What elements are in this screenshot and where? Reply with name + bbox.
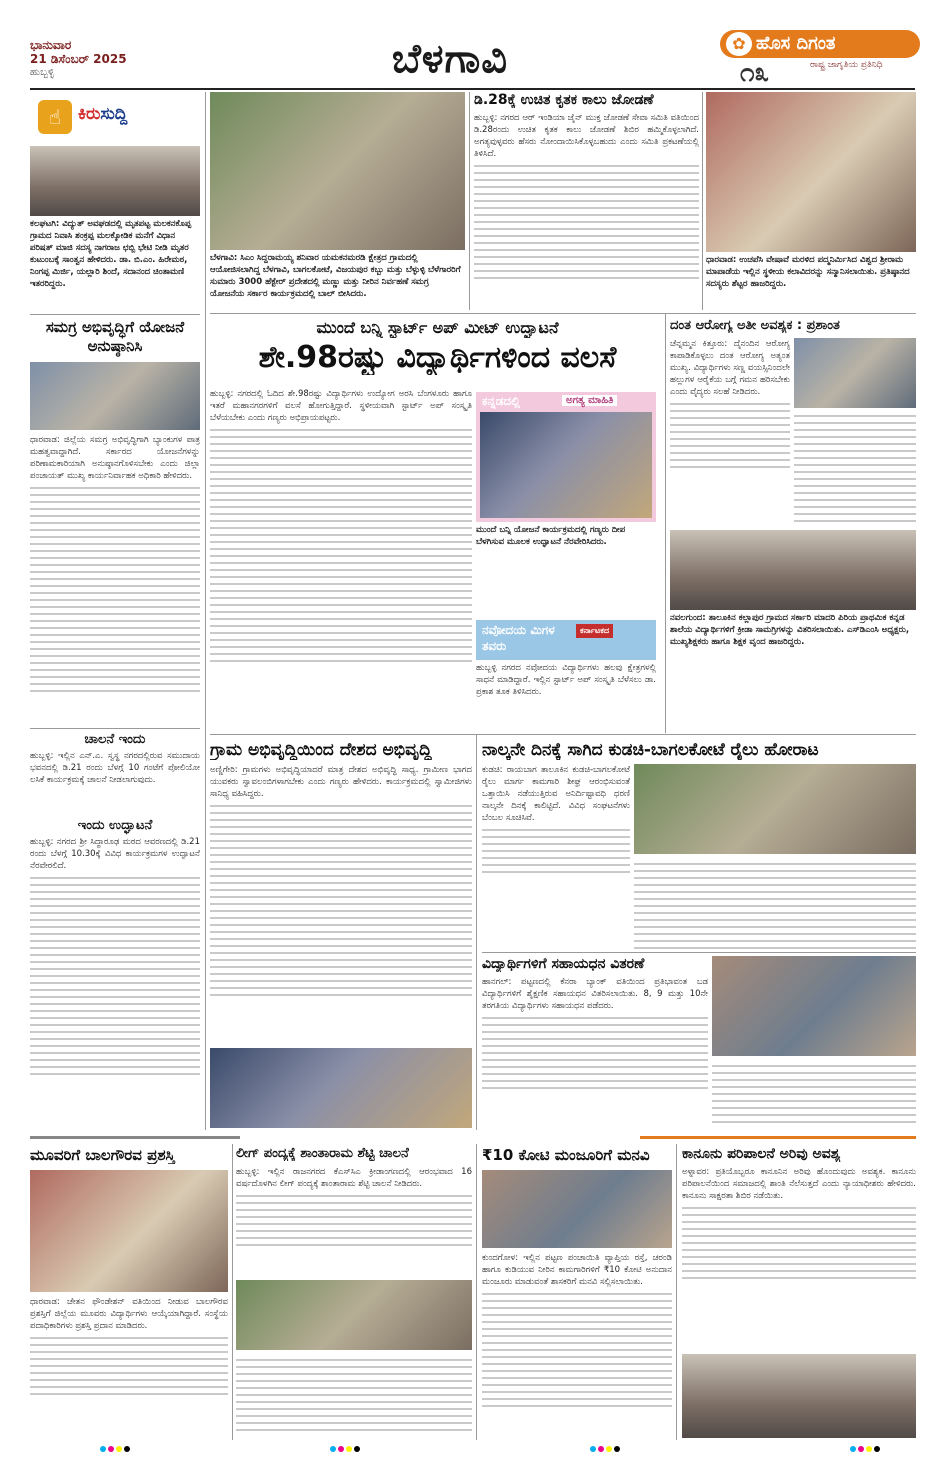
limb-title: ಡಿ.28ಕ್ಕೆ ಉಚಿತ ಕೃತಕ ಕಾಲು ಜೋಡಣೆ (474, 92, 654, 108)
registration-marks (590, 1444, 622, 1455)
chalane-body: ಹುಬ್ಬಳ್ಳಿ: ಇಲ್ಲಿನ ಎನ್.ಎ. ಸ್ವಸ್ಥ ನಗರದಲ್ಲಿರುವ ಸಮುದಾಯ ಭವನದಲ್ಲಿ ಡಿ.21 ರಂದು ಬೆಳಗ್ಗೆ 10 ಗಂಟೆಗೆ ಪೋಲಿಯೋ ಲಸಿಕೆ ಕಾರ್ಯಕ್ರಮಕ್ಕೆ ಚಾಲನೆ ನೀಡಲಾಗುವುದು. (30, 751, 200, 785)
scholar-photo (712, 956, 916, 1056)
law-title: ಕಾನೂನು ಪರಿಪಾಲನೆ ಅರಿವು ಅವಶ್ಯ (682, 1146, 841, 1162)
samagra-photo (30, 362, 200, 430)
balagaurava-title: ಮೂವರಿಗೆ ಬಾಲಗೌರವ ಪ್ರಶಸ್ತಿ (30, 1146, 175, 1164)
divider (482, 952, 916, 953)
divider (30, 728, 200, 729)
crore-title: ₹10 ಕೋಟಿ ಮಂಜೂರಿಗೆ ಮನವಿ (482, 1146, 650, 1164)
hand-icon: ☝ (38, 100, 72, 134)
kiru-caption: ಕಲಘಟಗಿ: ವಿದ್ಯುತ್ ಅವಘಡದಲ್ಲಿ ಮೃತಪಟ್ಟ ಮಲಕನಕೊಪ್ಪ ಗ್ರಾಮದ ನಿವಾಸಿ ಶಂಕ್ರಪ್ಪ ಮಲಕ್ಕೋಡಿಕ ಮನೆಗೆ ವಿಧಾನ ಪರಿಷತ್ ಮಾಜಿ ಸದಸ್ಯ ನಾಗರಾಜ ಛಬ್ಬಿ ಭೇಟಿ ನೀಡಿ ಮೃತರ ಕುಟುಂಬಕ್ಕೆ ಸಾಂತ್ವನ ಹೇಳಿದರು. ಡಾ. ಬಿ.ಎಂ. ಹಿರೇಮಠ, ನಿಂಗಪ್ಪ ಮಿರ್ಜಿ, ಯಲ್ಲಾರಿ ಶಿಂದೆ, ಸದಾನಂದ ಚಿಂತಾಮಣಿ ಇತರರಿದ್ದರು. (30, 219, 192, 289)
migration-kicker: ಮುಂದೆ ಬನ್ನಿ ಸ್ಟಾರ್ಟ್ ಅಪ್ ಮೀಟ್ ಉದ್ಘಾಟನೆ (316, 318, 559, 337)
railway-body: ಕುಡಚಿ: ರಾಯಬಾಗ ತಾಲೂಕಿನ ಕುಡಚಿ-ಬಾಗಲಕೋಟೆ ರೈಲು ಮಾರ್ಗ ಕಾಮಗಾರಿ ಶೀಘ್ರ ಆರಂಭಿಸುವಂತೆ ಒತ್ತಾಯಿಸಿ ನಡೆಯುತ್ತಿರುವ ಅನಿರ್ದಿಷ್ಟಾವಧಿ ಧರಣಿ ನಾಲ್ಕನೇ ದಿನಕ್ಕೆ ಕಾಲಿಟ್ಟಿದೆ. ವಿವಿಧ ಸಂಘಟನೆಗಳು ಬೆಂಬಲ ಸೂಚಿಸಿವೆ. (482, 764, 630, 950)
village-photo (210, 1048, 472, 1128)
brand-name: ಹೊಸ ದಿಗಂತ (756, 33, 836, 54)
kirusuddi-label: ಕಿರುಸುದ್ದಿ (78, 104, 128, 124)
dental-photo (794, 338, 916, 408)
divider (210, 313, 916, 314)
section-title: ಬೆಳಗಾವಿ (391, 36, 509, 82)
masthead-date (30, 38, 200, 80)
registration-marks (100, 1444, 132, 1455)
brand-logo (720, 30, 920, 86)
migration-body: ಹುಬ್ಬಳ್ಳಿ: ನಗರದಲ್ಲಿ ಓದಿದ ಶೇ.98ರಷ್ಟು ವಿದ್ಯಾರ್ಥಿಗಳು ಉದ್ಯೋಗ ಅರಸಿ ಬೆಂಗಳೂರು ಹಾಗೂ ಇತರೆ ಮಹಾನಗರಗಳಿಗೆ ವಲಸೆ ಹೋಗುತ್ತಿದ್ದಾರೆ. ಸ್ಥಳೀಯವಾಗಿ ಸ್ಟಾರ್ಟ್ ಅಪ್ ಸಂಸ್ಕೃತಿ ಬೆಳೆಯಬೇಕು ಎಂದು ಗಣ್ಯರು ಅಭಿಪ್ರಾಯಪಟ್ಟರು. (210, 388, 472, 724)
column-rule (676, 1144, 677, 1440)
dental-body: ಚೆನ್ನಮ್ಮನ ಕಿತ್ತೂರು: ದೈನಂದಿನ ಆರೋಗ್ಯ ಕಾಪಾಡಿಕೊಳ್ಳಲು ದಂತ ಆರೋಗ್ಯ ಅತ್ಯಂತ ಮುಖ್ಯ. ವಿದ್ಯಾರ್ಥಿಗಳು ಸಣ್ಣ ವಯಸ್ಸಿನಿಂದಲೇ ಹಲ್ಲುಗಳ ಆರೈಕೆಯ ಬಗ್ಗೆ ಗಮನ ಹರಿಸಬೇಕು ಎಂದು ವೈದ್ಯರು ಸಲಹೆ ನೀಡಿದರು. (670, 338, 790, 526)
chalane-title: ಚಾಲನೆ ಇಂದು (84, 732, 146, 747)
header-rule (30, 88, 915, 90)
kannada-info-box (476, 392, 656, 522)
band-rule-accent (640, 1136, 916, 1139)
balagaurava-photo (30, 1170, 228, 1292)
railway-title: ನಾಲ್ಕನೇ ದಿನಕ್ಕೆ ಸಾಗಿದ ಕುಡಚಿ-ಬಾಗಲಕೋಟೆ ರೈಲು ಹೋರಾಟ (482, 740, 819, 760)
cm-photo (210, 92, 465, 250)
date-label: 21 ಡಿಸೆಂಬರ್ 2025 (30, 52, 127, 66)
divider (210, 734, 916, 735)
crore-photo (482, 1170, 672, 1248)
indu-title: ಇಂದು ಉದ್ಘಾಟನೆ (77, 818, 153, 833)
village-title: ಗ್ರಾಮ ಅಭಿವೃದ್ಧಿಯಿಂದ ದೇಶದ ಅಭಿವೃದ್ಧಿ (210, 740, 432, 760)
column-rule (702, 92, 703, 310)
league-body-cont (236, 1354, 472, 1438)
column-rule (469, 92, 470, 310)
migration-title: ಶೇ.98ರಷ್ಟು ವಿದ್ಯಾರ್ಥಿಗಳಿಂದ ವಲಸೆ (258, 340, 617, 375)
scholar-title: ವಿದ್ಯಾರ್ಥಿಗಳಿಗೆ ಸಹಾಯಧನ ವಿತರಣೆ (482, 956, 645, 972)
navodaya-tag: ಕರ್ನಾಟಕದ (576, 624, 613, 638)
scholar-body-cont (712, 1060, 916, 1126)
column-rule (476, 1144, 477, 1440)
divider (30, 314, 200, 315)
railway-photo (634, 764, 916, 854)
railway-body-cont (634, 858, 916, 950)
navodaya-box (476, 620, 656, 660)
dental-body-cont (794, 410, 916, 526)
navodaya-title: ನವೋದಯ ಮಿಗಳ ತವರು (482, 623, 555, 653)
crore-body: ಕುಂದಗೋಳ: ಇಲ್ಲಿನ ಪಟ್ಟಣ ಪಂಚಾಯಿತಿ ವ್ಯಾಪ್ತಿಯ ರಸ್ತೆ, ಚರಂಡಿ ಹಾಗೂ ಕುಡಿಯುವ ನೀರಿನ ಕಾಮಗಾರಿಗಳಿಗೆ ₹10 ಕೋಟಿ ಅನುದಾನ ಮಂಜೂರು ಮಾಡುವಂತೆ ಶಾಸಕರಿಗೆ ಮನವಿ ಸಲ್ಲಿಸಲಾಯಿತು. (482, 1252, 672, 1438)
law-body: ಅಳ್ನಾವರ: ಪ್ರತಿಯೊಬ್ಬರೂ ಕಾನೂನಿನ ಅರಿವು ಹೊಂದುವುದು ಅವಶ್ಯಕ. ಕಾನೂನು ಪರಿಪಾಲನೆಯಿಂದ ಸಮಾಜದಲ್ಲಿ ಶಾಂತಿ ನೆಲೆಸುತ್ತದೆ ಎಂದು ನ್ಯಾಯಾಧೀಶರು ಹೇಳಿದರು. ಕಾನೂನು ಸಾಕ್ಷರತಾ ಶಿಬಿರ ನಡೆಯಿತು. (682, 1166, 916, 1350)
registration-marks (850, 1444, 882, 1455)
brand-tagline: ರಾಷ್ಟ್ರ ಜಾಗೃತಿಯ ಪ್ರತಿನಿಧಿ (810, 60, 883, 70)
dental-title: ದಂತ ಆರೋಗ್ಯ ಅತೀ ಅವಶ್ಯಕ : ಪ್ರಶಾಂತ (670, 318, 840, 333)
scholar-body: ಹಾನಗಲ್: ಪಟ್ಟಣದಲ್ಲಿ ಕೆನರಾ ಬ್ಯಾಂಕ್ ವತಿಯಿಂದ ಪ್ರತಿಭಾವಂತ ಬಡ ವಿದ್ಯಾರ್ಥಿಗಳಿಗೆ ಶೈಕ್ಷಣಿಕ ಸಹಾಯಧನ ವಿತರಿಸಲಾಯಿತು. 8, 9 ಮತ್ತು 10ನೇ ತರಗತಿಯ ವಿದ್ಯಾರ್ಥಿಗಳು ಸಹಾಯಧನ ಪಡೆದರು. (482, 976, 708, 1126)
column-rule (665, 313, 666, 733)
navalgund-photo (670, 530, 916, 610)
league-title: ಲೀಗ್ ಪಂದ್ಯಕ್ಕೆ ಶಾಂತಾರಾಮ ಶೆಟ್ಟಿ ಚಾಲನೆ (236, 1146, 409, 1161)
kiru-photo (30, 146, 200, 216)
balagaurava-body: ಧಾರವಾಡ: ಚೇತನ ಫೌಂಡೇಶನ್ ವತಿಯಿಂದ ನೀಡುವ ಬಾಲಗೌರವ ಪ್ರಶಸ್ತಿಗೆ ಜಿಲ್ಲೆಯ ಮೂವರು ವಿದ್ಯಾರ್ಥಿಗಳು ಆಯ್ಕೆಯಾಗಿದ್ದಾರೆ. ಸಂಸ್ಥೆಯ ಪದಾಧಿಕಾರಿಗಳು ಪ್ರಶಸ್ತಿ ಪ್ರದಾನ ಮಾಡಿದರು. (30, 1296, 228, 1440)
navodaya-body: ಹುಬ್ಬಳ್ಳಿ ನಗರದ ನವೋದಯ ವಿದ್ಯಾರ್ಥಿಗಳು ಹಲವು ಕ್ಷೇತ್ರಗಳಲ್ಲಿ ಸಾಧನೆ ಮಾಡಿದ್ದಾರೆ. ಇಲ್ಲಿನ ಸ್ಟಾರ್ಟ್ ಅಪ್ ಸಂಸ್ಕೃತಿ ಬೆಳೆಸಲು ಡಾ. ಪ್ರಕಾಶ ತೂಕ ತಿಳಿಸಿದರು. (476, 663, 656, 697)
brand-mark-icon: ✿ (726, 32, 752, 56)
village-body: ಅಣ್ಣಿಗೇರಿ: ಗ್ರಾಮಗಳು ಅಭಿವೃದ್ಧಿಯಾದರೆ ಮಾತ್ರ ದೇಶದ ಅಭಿವೃದ್ಧಿ ಸಾಧ್ಯ. ಗ್ರಾಮೀಣ ಭಾಗದ ಯುವಕರು ಸ್ವಾವಲಂಬಿಗಳಾಗಬೇಕು ಎಂದು ಗಣ್ಯರು ಹೇಳಿದರು. ಕಾರ್ಯಕ್ರಮದಲ್ಲಿ ಸ್ವಾಮೀಜಿಗಳು ಸಾನಿಧ್ಯ ವಹಿಸಿದ್ದರು. (210, 764, 472, 1044)
law-photo (682, 1354, 916, 1438)
samagra-title: ಸಮಗ್ರ ಅಭಿವೃದ್ಧಿಗೆ ಯೋಜನೆ ಅನುಷ್ಠಾನಿಸಿ (45, 318, 185, 355)
city-label: ಹುಬ್ಬಳ್ಳಿ (30, 67, 55, 78)
column-rule (205, 92, 206, 1130)
column-rule (476, 734, 477, 1130)
league-photo (236, 1280, 472, 1350)
column-rule (232, 1144, 233, 1440)
limb-body: ಹುಬ್ಬಳ್ಳಿ: ನಗರದ ಆರ್ ಇಂಡಿಯಾ ಜೈನ್ ಮುಕ್ತ ಜೋಡಣೆ ಸೇವಾ ಸಮಿತಿ ವತಿಯಿಂದ ಡಿ.28ರಂದು ಉಚಿತ ಕೃತಕ ಕಾಲು ಜೋಡಣೆ ಶಿಬಿರ ಹಮ್ಮಿಕೊಳ್ಳಲಾಗಿದೆ. ಅಗತ್ಯವುಳ್ಳವರು ಹೆಸರು ನೋಂದಾಯಿಸಿಕೊಳ್ಳಬಹುದು ಎಂದು ಸಮಿತಿ ಪ್ರಕಟಣೆಯಲ್ಲಿ ತಿಳಿಸಿದೆ. (474, 112, 699, 310)
day-label: ಭಾನುವಾರ (30, 38, 72, 52)
dharwad-photo (706, 92, 916, 252)
registration-marks (330, 1444, 362, 1455)
cm-caption: ಬೆಳಗಾವಿ: ಸಿಎಂ ಸಿದ್ದರಾಮಯ್ಯ ಶನಿವಾರ ಯಮಕನಮರಡಿ ಕ್ಷೇತ್ರದ ಗ್ರಾಮದಲ್ಲಿ ಆಯೋಜಿಸಲಾಗಿದ್ದ ಬೆಳಗಾವಿ, ಬಾಗಲಕೋಟೆ, ವಿಜಯಪುರ ಕಬ್ಬು ಮತ್ತು ಬೆಳ್ಳುಳ್ಳಿ ಬೆಳೆಗಾರರಿಗೆ ಸುಮಾರು 3000 ಹೆಕ್ಟೇರ್ ಪ್ರದೇಶದಲ್ಲಿ ಮಣ್ಣು ಮತ್ತು ನೀರಿನ ನಿರ್ವಹಣೆ ಸಮಗ್ರ ಯೋಜನೆಯ ಸರ್ಕಾರ ಕಾರ್ಯಕ್ರಮದಲ್ಲಿ ಬಾಲ್ ಬೀಸಿದರು. (210, 253, 461, 299)
page-number: ೧೩ (740, 58, 770, 88)
indu-body: ಹುಬ್ಬಳ್ಳಿ: ನಗರದ ಶ್ರೀ ಸಿದ್ಧಾರೂಢ ಮಠದ ಆವರಣದಲ್ಲಿ ಡಿ.21 ರಂದು ಬೆಳಗ್ಗೆ 10.30ಕ್ಕೆ ವಿವಿಧ ಕಾರ್ಯಕ್ರಮಗಳ ಉದ್ಘಾಟನೆ ನೆರವೇರಲಿದೆ. (30, 836, 200, 1116)
dharwad-caption: ಧಾರವಾಡ: ಉಚಪೆಸಿ ವೇಷಾವೆ ಮರಳಿದ ಪದ್ಮನಿರ್ಮಿಸಿದ ವಿಶ್ವದ ಶ್ರೀರಾಮ ಮಾಪಾಡೆಯ ಇಲ್ಲಿನ ಸ್ಥಳೀಯ ಕಲಾವಿದರನ್ನು ಸನ್ಮಾನಿಸಲಾಯಿತು. ಪ್ರತಿಷ್ಠಾನದ ಸದಸ್ಯರು ಶೆಟ್ಟರ ಹಾಜರಿದ್ದರು. (706, 255, 910, 289)
startup-photo (480, 412, 652, 518)
navalgund-caption: ನವಲಗುಂದ: ತಾಲೂಕಿನ ಕಲ್ಲಾಪುರ ಗ್ರಾಮದ ಸರ್ಕಾರಿ ಮಾದರಿ ಪಿರಿಯ ಪ್ರಾಥಮಿಕ ಕನ್ನಡ ಶಾಲೆಯ ವಿದ್ಯಾರ್ಥಿಗಳಿಗೆ ಕ್ರೀಡಾ ಸಾಮಗ್ರಿಗಳನ್ನು ವಿತರಿಸಲಾಯಿತು. ಎಸ್‌ಡಿಎಂಸಿ ಅಧ್ಯಕ್ಷರು, ಮುಖ್ಯಶಿಕ್ಷಕರು ಹಾಗೂ ಶಿಕ್ಷಕ ವೃಂದ ಹಾಜರಿದ್ದರು. (670, 613, 910, 647)
kannada-label: ಕನ್ನಡದಲ್ಲಿ (482, 394, 521, 408)
startup-caption: ಮುಂದೆ ಬನ್ನಿ ಯೋಜನೆ ಕಾರ್ಯಕ್ರಮದಲ್ಲಿ ಗಣ್ಯರು ದೀಪ ಬೆಳಗಿಸುವ ಮೂಲಕ ಉದ್ಘಾಟನೆ ನೆರವೇರಿಸಿದರು. (476, 525, 626, 547)
kannada-tag: ಅಗತ್ಯ ಮಾಹಿತಿ (562, 395, 617, 406)
league-body: ಹುಬ್ಬಳ್ಳಿ: ಇಲ್ಲಿನ ರಾಜನಗರದ ಕೆಎಸ್‌ಸಿಎ ಕ್ರೀಡಾಂಗಣದಲ್ಲಿ ಆರಂಭವಾದ 16 ವರ್ಷದೊಳಗಿನ ಲೀಗ್ ಪಂದ್ಯಕ್ಕೆ ಶಾಂತಾರಾಮ ಶೆಟ್ಟಿ ಚಾಲನೆ ನೀಡಿದರು. (236, 1166, 472, 1276)
band-rule (30, 1136, 240, 1139)
samagra-body: ಧಾರವಾಡ: ಜಿಲ್ಲೆಯ ಸಮಗ್ರ ಅಭಿವೃದ್ಧಿಗಾಗಿ ಬ್ಯಾಂಕುಗಳ ಪಾತ್ರ ಮಹತ್ವವಾದ್ದಾಗಿದೆ. ಸರ್ಕಾರದ ಯೋಜನೆಗಳನ್ನು ಪರಿಣಾಮಕಾರಿಯಾಗಿ ಅನುಷ್ಠಾನಗೊಳಿಸಬೇಕು ಎಂದು ಜಿಲ್ಲಾ ಪಂಚಾಯತ್ ಮುಖ್ಯ ಕಾರ್ಯನಿರ್ವಾಹಕ ಅಧಿಕಾರಿ ಹೇಳಿದರು. (30, 434, 200, 724)
